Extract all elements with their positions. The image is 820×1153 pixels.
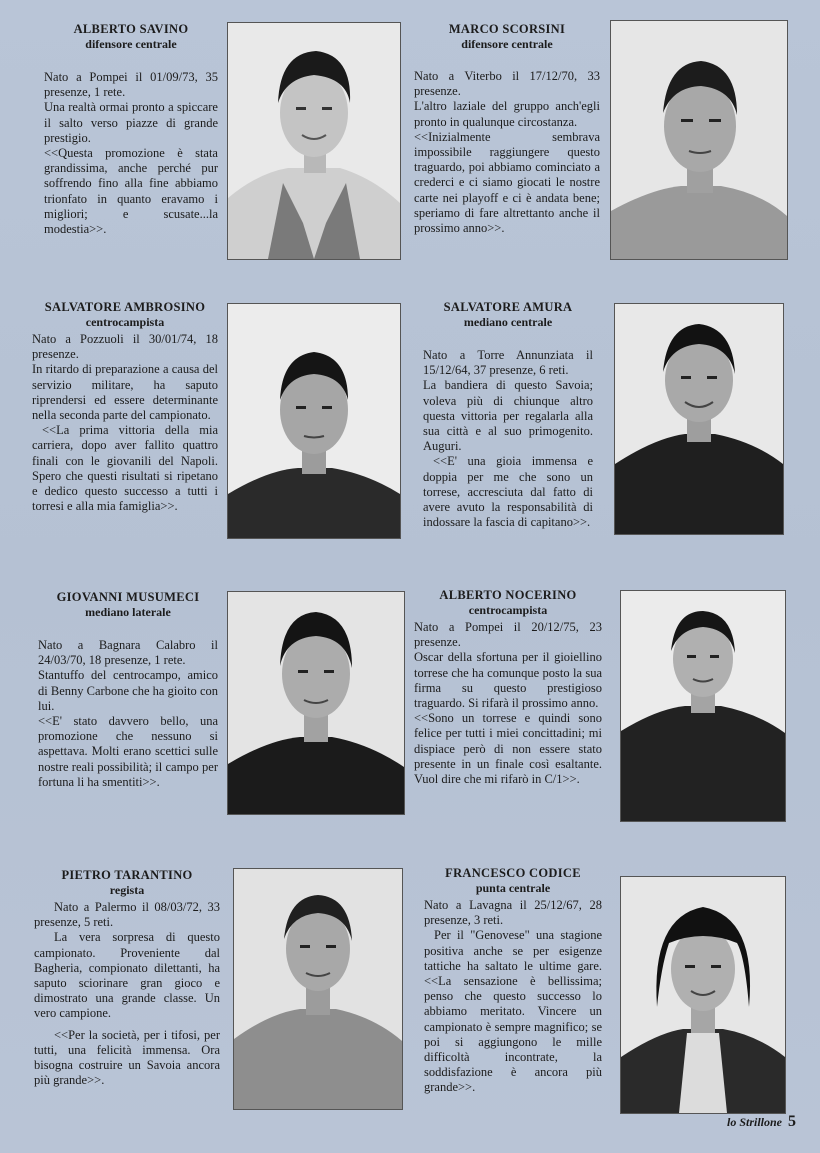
player-name: ALBERTO SAVINO — [73, 22, 189, 36]
player-role: mediano centrale — [463, 315, 553, 329]
player-photo-scorsini — [610, 20, 788, 260]
bio-paragraph: Stantuffo del centrocampo, amico di Benny Carbone che ha gioito con lui. — [38, 668, 218, 713]
bio-paragraph: La bandiera di questo Savoia; voleva più di chiunque altro questa vittoria per regalarla alla sua città e al suo primogenito. Auguri. — [423, 378, 593, 454]
player-card-musumeci — [38, 590, 218, 790]
bio-paragraph: In ritardo di preparazione a causa del servizio militare, ha saputo riprendersi ed essere determinante nella seconda parte del campionato. — [32, 362, 218, 423]
bio-paragraph: Nato a Lavagna il 25/12/67, 28 presenze, 3 reti. — [424, 898, 602, 928]
page-footer — [727, 1113, 796, 1131]
player-name: GIOVANNI MUSUMECI — [56, 590, 200, 604]
player-photo-codice — [620, 876, 786, 1114]
player-role: regista — [109, 883, 145, 897]
bio-paragraph: <<La prima vittoria della mia carriera, dopo aver fallito quattro finali con le giovanili del Napoli. Spero che questi risultati si ripetano e dedico questo successo a tutti i torresi e alla mia famiglia>>. — [32, 423, 218, 514]
player-bio — [34, 900, 220, 1088]
player-name: SALVATORE AMURA — [443, 300, 573, 314]
player-bio — [414, 69, 600, 236]
bio-paragraph: Una realtà ormai pronto a spiccare il salto verso piazze di grande prestigio. — [44, 100, 218, 145]
bio-paragraph: Oscar della sfortuna per il gioiellino torrese che ha comunque posto la sua firma su questo prestigioso traguardo. Si rifarà il prossimo anno. — [414, 650, 602, 711]
bio-paragraph: La vera sorpresa di questo campionato. Proveniente dal Bagheria, compionato dilettanti, ha saputo sciorinare gran gioco e dimostrato una grande classe. Un vero campione. — [34, 930, 220, 1021]
bio-paragraph: L'altro laziale del gruppo anch'egli pronto in qualunque circostanza. — [414, 99, 600, 129]
bio-paragraph: Per il "Genovese" una stagione positiva anche se per esigenze tattiche ha saltato le ultime gare. <<La sensazione è bellissima; penso che questo successo lo abbiamo meritato. Vincere un campionato è sempre magnifico; se poi si aggiungono le mille difficoltà incontrate, la soddisfazione è ancora più grande>>. — [424, 928, 602, 1095]
player-card-codice — [424, 866, 602, 1096]
player-name: SALVATORE AMBROSINO — [44, 300, 206, 314]
player-photo-savino — [227, 22, 401, 260]
player-role: difensore centrale — [85, 37, 177, 51]
bio-paragraph: Nato a Pompei il 01/09/73, 35 presenze, 1 rete. — [44, 70, 218, 100]
player-name: ALBERTO NOCERINO — [439, 588, 577, 602]
player-photo-amura — [614, 303, 784, 535]
player-card-savino — [44, 22, 218, 237]
player-name: MARCO SCORSINI — [448, 22, 566, 36]
player-role: mediano laterale — [85, 605, 171, 619]
player-bio — [38, 638, 218, 790]
page-number: 5 — [788, 1113, 796, 1130]
player-role: centrocampista — [85, 315, 165, 329]
player-name: FRANCESCO CODICE — [445, 866, 581, 880]
player-photo-ambrosino — [227, 303, 401, 539]
magazine-title: lo Strillone — [726, 1115, 782, 1129]
player-bio — [32, 332, 218, 514]
bio-paragraph: <<Questa promozione è stata grandissima, anche perché pur soffrendo fino alla fine abbiamo trionfato in quanto eravamo i migliori; e scusate...la modestia>>. — [44, 146, 218, 237]
bio-paragraph: <<E' stato davvero bello, una promozione che nessuno si aspettava. Molti erano scettici sulle nostre reali possibilità; il campo per fortuna li ha smentiti>>. — [38, 714, 218, 789]
bio-paragraph: Nato a Viterbo il 17/12/70, 33 presenze. — [414, 69, 600, 99]
player-bio — [424, 898, 602, 1096]
bio-paragraph: Nato a Pompei il 20/12/75, 23 presenze. — [414, 620, 602, 650]
bio-paragraph: Nato a Palermo il 08/03/72, 33 presenze, 5 reti. — [34, 900, 220, 930]
player-bio — [414, 620, 602, 787]
player-name: PIETRO TARANTINO — [61, 868, 193, 882]
player-role: centrocampista — [468, 603, 548, 617]
player-role: difensore centrale — [461, 37, 553, 51]
player-photo-tarantino — [233, 868, 403, 1110]
player-card-tarantino — [34, 868, 220, 1088]
bio-paragraph: Nato a Torre Annunziata il 15/12/64, 37 presenze, 6 reti. — [423, 348, 593, 378]
bio-paragraph: <<Sono un torrese e quindi sono felice per tutti i miei concittadini; mi dispiace però di non essere stato presente in un finale così esaltante. Vuol dire che mi rifarò in C/1>>. — [414, 711, 602, 787]
bio-paragraph: <<Per la società, per i tifosi, per tutti, una felicità immensa. Ora bisogna costruire un Savoia ancora più grande>>. — [34, 1027, 220, 1088]
player-photo-nocerino — [620, 590, 786, 822]
bio-paragraph: <<Inizialmente sembrava impossibile raggiungere questo traguardo, poi abbiamo cominciato a crederci e ci siamo giocati le nostre carte nei playoff e ci è andata bene; speriamo di fare altrettanto anche il prossimo anno>>. — [414, 129, 600, 236]
player-bio — [44, 70, 218, 237]
player-card-scorsini — [414, 22, 600, 236]
player-photo-musumeci — [227, 591, 405, 815]
player-bio — [423, 348, 593, 530]
player-card-nocerino — [414, 588, 602, 787]
player-card-ambrosino — [32, 300, 218, 514]
player-card-amura — [423, 300, 593, 530]
bio-paragraph: Nato a Bagnara Calabro il 24/03/70, 18 presenze, 1 rete. — [38, 638, 218, 668]
bio-paragraph: Nato a Pozzuoli il 30/01/74, 18 presenze. — [32, 332, 218, 362]
player-role: punta centrale — [475, 881, 551, 895]
bio-paragraph: <<E' una gioia immensa e doppia per me che sono un torrese, accresciuta dal fatto di avere avuto la responsabilità di indossare la fascia di capitano>>. — [423, 454, 593, 530]
